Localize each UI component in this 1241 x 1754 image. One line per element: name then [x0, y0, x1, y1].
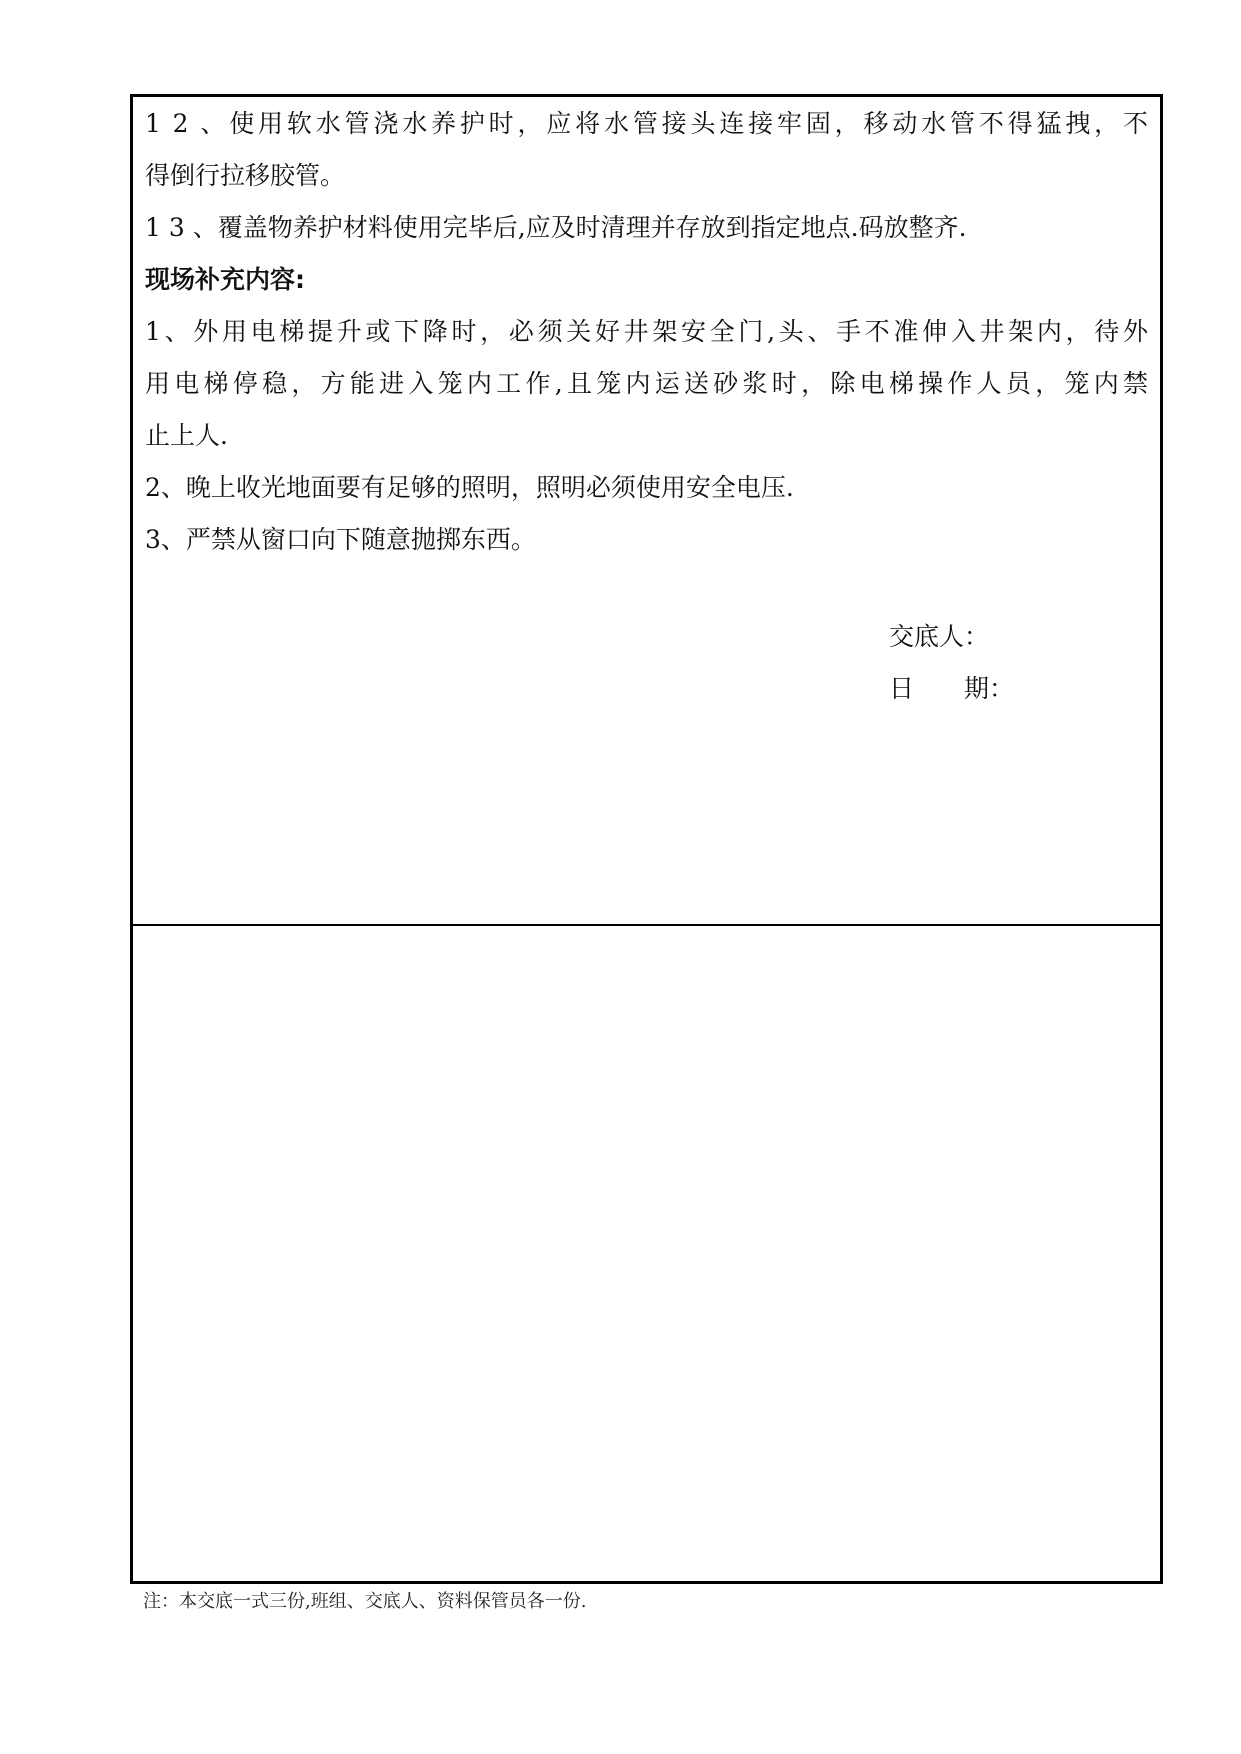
- supplement-1-line-3: 止上人.: [145, 421, 228, 450]
- item-13-line-1: 1 3 、覆盖物养护材料使用完毕后,应及时清理并存放到指定地点.码放整齐.: [145, 213, 967, 242]
- document-table: [130, 94, 1163, 1584]
- supplement-heading: 现场补充内容:: [145, 265, 305, 294]
- footnote: 注：本交底一式三份,班组、交底人、资料保管员各一份.: [143, 1591, 587, 1612]
- item-12-line-1: 1 2 、使用软水管浇水养护时，应将水管接头连接牢固，移动水管不得猛拽，不: [145, 109, 1148, 138]
- blank-cell: [133, 926, 1160, 1581]
- supplement-1-line-1: 1、外用电梯提升或下降时，必须关好井架安全门,头、手不准伸入井架内，待外: [145, 317, 1148, 346]
- supplement-3-line-1: 3、严禁从窗口向下随意抛掷东西。: [145, 525, 536, 554]
- supplement-1-line-2: 用电梯停稳，方能进入笼内工作,且笼内运送砂浆时，除电梯操作人员，笼内禁: [145, 369, 1148, 398]
- date-label: 日 期：: [889, 674, 1015, 703]
- item-12-line-2: 得倒行拉移胶管。: [145, 161, 346, 190]
- supplement-2-line-1: 2、晚上收光地面要有足够的照明，照明必须使用安全电压.: [145, 473, 794, 502]
- content-cell: [133, 97, 1160, 926]
- briefer-label: 交底人：: [889, 622, 990, 651]
